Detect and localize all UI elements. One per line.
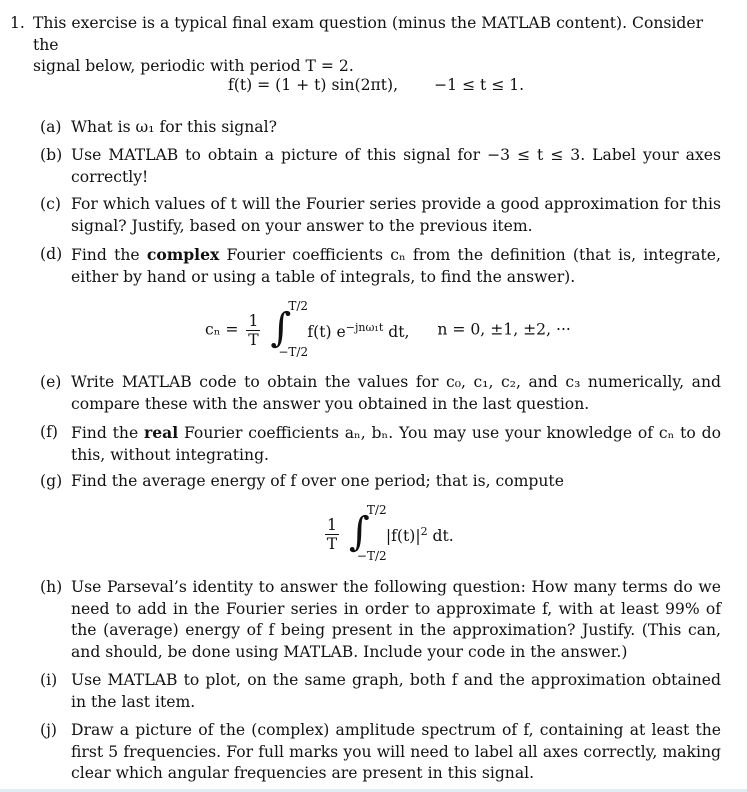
item-text: Use MATLAB to obtain a picture of this signal for −3 ≤ t ≤ 3. Label your axes correctly! bbox=[71, 146, 721, 186]
item-label: (b) bbox=[40, 146, 63, 164]
item-text: Use MATLAB to plot, on the same graph, both f and the approximation obtained in the last item. bbox=[71, 671, 721, 711]
item-text: What is ω₁ for this signal? bbox=[71, 118, 277, 136]
energy-fraction: $\frac{1}{T}$ bbox=[326, 515, 338, 553]
problem-number: 1. bbox=[10, 14, 25, 32]
item-label: (d) bbox=[40, 245, 63, 263]
item-text: For which values of t will the Fourier series provide a good approximation for this signal? Justify, based on your answer to the previous item. bbox=[71, 195, 721, 235]
main-equation-range: −1 ≤ t ≤ 1. bbox=[434, 76, 525, 94]
intro-line-1: This exercise is a typical final exam question (minus the MATLAB content). Consider the bbox=[33, 14, 704, 54]
item-label: (h) bbox=[40, 578, 63, 596]
item-label: (g) bbox=[40, 472, 63, 490]
energy-integrand: |f(t)| bbox=[385, 526, 421, 545]
emphasis-complex: complex bbox=[146, 245, 220, 264]
item-label: (f) bbox=[40, 423, 58, 441]
item-text: Draw a picture of the (complex) amplitude spectrum of f, containing at least the first 5 frequencies. For full marks you will need to label all axes correctly, making clear which angular frequencies are present in this signal. bbox=[71, 721, 721, 782]
cn-integral: ∫ T/2 −T/2 bbox=[270, 299, 309, 359]
energy-integral: ∫ T/2 −T/2 bbox=[348, 503, 387, 563]
emphasis-real: real bbox=[143, 423, 179, 442]
cn-lhs: cₙ = bbox=[205, 320, 239, 339]
item-text: Use Parseval’s identity to answer the following question: How many terms do we need to add in the Fourier series in order to approximate f, with at least 99% of the (average) energy of f being present in the approximation? Justify. (This can, and should, be done using MATLAB. Include your code in the answer.) bbox=[71, 578, 721, 661]
item-text: Find the average energy of f over one period; that is, compute bbox=[71, 472, 564, 490]
cn-integrand: f(t) e bbox=[307, 322, 346, 341]
item-text: Find the real Fourier coefficients aₙ, bₙ. You may use your knowledge of cₙ to do this, without integrating. bbox=[71, 423, 721, 464]
cn-fraction: $\frac{1}{T}$ bbox=[248, 311, 259, 349]
main-equation-lhs: f(t) = (1 + t) sin(2πt), bbox=[228, 76, 399, 94]
cn-range: n = 0, ±1, ±2, ··· bbox=[437, 320, 571, 339]
item-label: (i) bbox=[40, 671, 58, 689]
cn-exponent: −jnω₁t bbox=[345, 320, 384, 334]
cn-equation: cₙ = $\frac{1}{T}$ ∫ T/2 −T/2 f(t) $e^{-jn\omega_1t}$ dt, n = 0, ±1, ±2, ··· bbox=[205, 299, 571, 359]
energy-equation: $\frac{1}{T}$ ∫ T/2 −T/2 $|f(t)|^2$ dt. bbox=[326, 503, 454, 563]
item-label: (c) bbox=[40, 195, 61, 213]
problem-intro bbox=[33, 13, 723, 78]
item-label: (a) bbox=[40, 118, 62, 136]
item-text: Write MATLAB code to obtain the values for c₀, c₁, c₂, and c₃ numerically, and compare these with the answer you obtained in the last question. bbox=[71, 373, 721, 413]
intro-line-2: signal below, periodic with period T = 2. bbox=[33, 57, 354, 75]
item-label: (e) bbox=[40, 373, 62, 391]
item-label: (j) bbox=[40, 721, 58, 739]
energy-exponent: 2 bbox=[420, 524, 428, 538]
main-equation bbox=[228, 75, 524, 97]
item-text: Find the complex Fourier coefficients cₙ from the definition (that is, integrate, either by hand or using a table of integrals, to find the answer). bbox=[71, 245, 721, 286]
